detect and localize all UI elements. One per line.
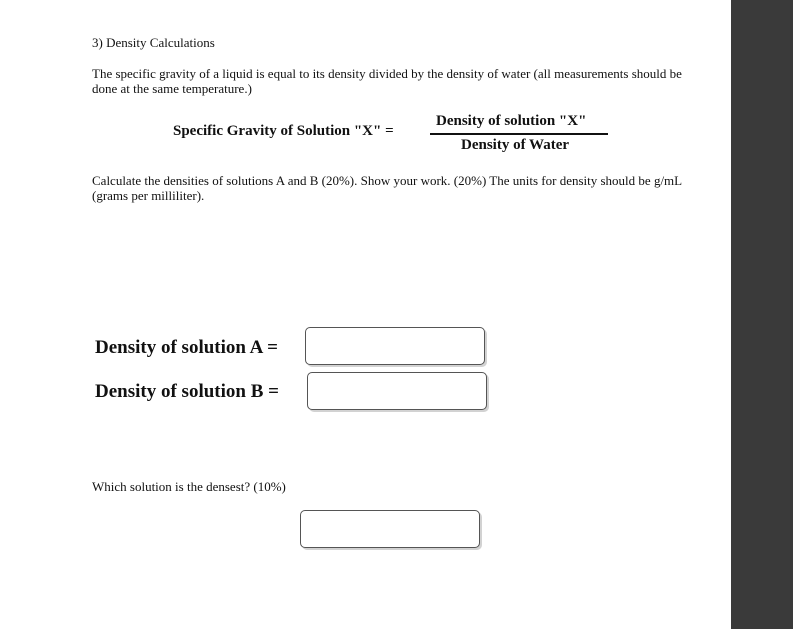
density-b-answer-box[interactable] [307,372,487,410]
section-heading: 3) Density Calculations [92,35,215,50]
density-a-answer-box[interactable] [305,327,485,365]
density-b-label: Density of solution B = [95,381,279,402]
formula-label: Specific Gravity of Solution "X" = [173,123,394,139]
fraction-bar [430,133,608,135]
formula-numerator: Density of solution "X" [436,113,587,129]
density-a-label: Density of solution A = [95,337,278,358]
formula-denominator: Density of Water [461,137,570,153]
densest-answer-box[interactable] [300,510,480,548]
intro-paragraph: The specific gravity of a liquid is equal to its density divided by the density of water (all measurements should be done at the same temperature.) [92,66,682,96]
document-page [53,0,731,629]
instructions-paragraph: Calculate the densities of solutions A and B (20%). Show your work. (20%) The units for density should be g/mL (grams per milliliter). [92,173,682,203]
page-margin-left [0,0,53,629]
densest-question: Which solution is the densest? (10%) [92,479,286,494]
